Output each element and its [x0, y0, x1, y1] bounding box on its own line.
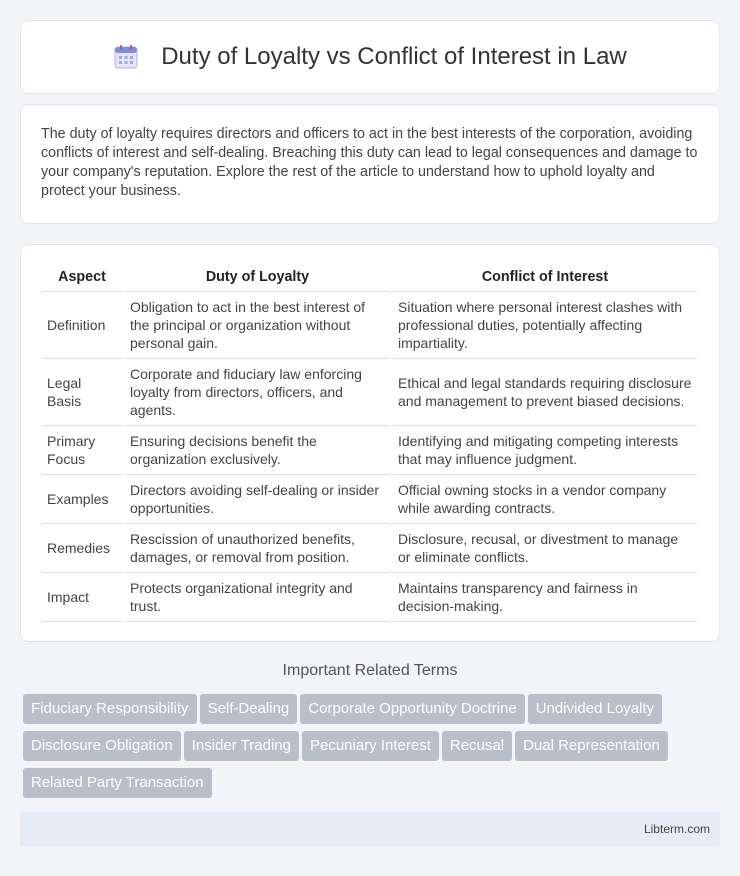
- term-tag[interactable]: Self-Dealing: [200, 694, 298, 724]
- title-card: [20, 20, 720, 94]
- calendar-icon: [113, 44, 139, 70]
- table-cell-duty: Rescission of unauthorized benefits, damages, or removal from position.: [125, 524, 390, 573]
- intro-card: [20, 104, 720, 224]
- table-cell-duty: Obligation to act in the best interest of the principal or organization without personal gain.: [125, 292, 390, 359]
- table-row: [42, 475, 697, 524]
- table-cell-conflict: Official owning stocks in a vendor company while awarding contracts.: [393, 475, 697, 524]
- table-cell-conflict: Ethical and legal standards requiring disclosure and management to prevent biased decisions.: [393, 359, 697, 426]
- table-cell-duty: Ensuring decisions benefit the organization exclusively.: [125, 426, 390, 475]
- table-row: [42, 426, 697, 475]
- table-row: [42, 292, 697, 359]
- term-tag[interactable]: Pecuniary Interest: [302, 731, 439, 761]
- table-header-row: [42, 263, 697, 292]
- related-terms-title: Important Related Terms: [282, 662, 458, 679]
- term-tag[interactable]: Fiduciary Responsibility: [23, 694, 197, 724]
- page-title: Duty of Loyalty vs Conflict of Interest in Law: [161, 43, 627, 70]
- table-row: [42, 359, 697, 426]
- comparison-table: [39, 263, 700, 622]
- table-cell-duty: Protects organizational integrity and trust.: [125, 573, 390, 622]
- table-cell-aspect: Legal Basis: [42, 359, 122, 426]
- footer: [20, 812, 720, 846]
- term-tag[interactable]: Dual Representation: [515, 731, 668, 761]
- table-cell-aspect: Definition: [42, 292, 122, 359]
- column-header-duty-of-loyalty: Duty of Loyalty: [125, 263, 390, 292]
- term-tag[interactable]: Undivided Loyalty: [528, 694, 662, 724]
- table-cell-aspect: Examples: [42, 475, 122, 524]
- column-header-conflict-of-interest: Conflict of Interest: [393, 263, 697, 292]
- table-cell-duty: Directors avoiding self-dealing or insider opportunities.: [125, 475, 390, 524]
- term-tag[interactable]: Insider Trading: [184, 731, 299, 761]
- table-cell-aspect: Primary Focus: [42, 426, 122, 475]
- intro-text: The duty of loyalty requires directors and officers to act in the best interests of the corporation, avoiding conflicts of interest and self-dealing. Breaching this duty can lead to legal consequences and damage to your company's reputation. Explore the rest of the article to understand how to uphold loyalty and protect your business.: [41, 126, 698, 199]
- column-header-aspect: Aspect: [42, 263, 122, 292]
- footer-site-link[interactable]: Libterm.com: [643, 822, 710, 836]
- table-cell-conflict: Disclosure, recusal, or divestment to manage or eliminate conflicts.: [393, 524, 697, 573]
- table-cell-aspect: Impact: [42, 573, 122, 622]
- term-tag[interactable]: Related Party Transaction: [23, 768, 212, 798]
- table-cell-duty: Corporate and fiduciary law enforcing loyalty from directors, officers, and agents.: [125, 359, 390, 426]
- table-cell-aspect: Remedies: [42, 524, 122, 573]
- term-tag[interactable]: Recusal: [442, 731, 512, 761]
- table-row: [42, 573, 697, 622]
- table-cell-conflict: Maintains transparency and fairness in decision-making.: [393, 573, 697, 622]
- term-tag[interactable]: Corporate Opportunity Doctrine: [300, 694, 524, 724]
- related-terms-list: [23, 694, 723, 805]
- table-cell-conflict: Identifying and mitigating competing interests that may influence judgment.: [393, 426, 697, 475]
- comparison-card: [20, 244, 720, 642]
- term-tag[interactable]: Disclosure Obligation: [23, 731, 181, 761]
- table-row: [42, 524, 697, 573]
- table-cell-conflict: Situation where personal interest clashes with professional duties, potentially affecting impartiality.: [393, 292, 697, 359]
